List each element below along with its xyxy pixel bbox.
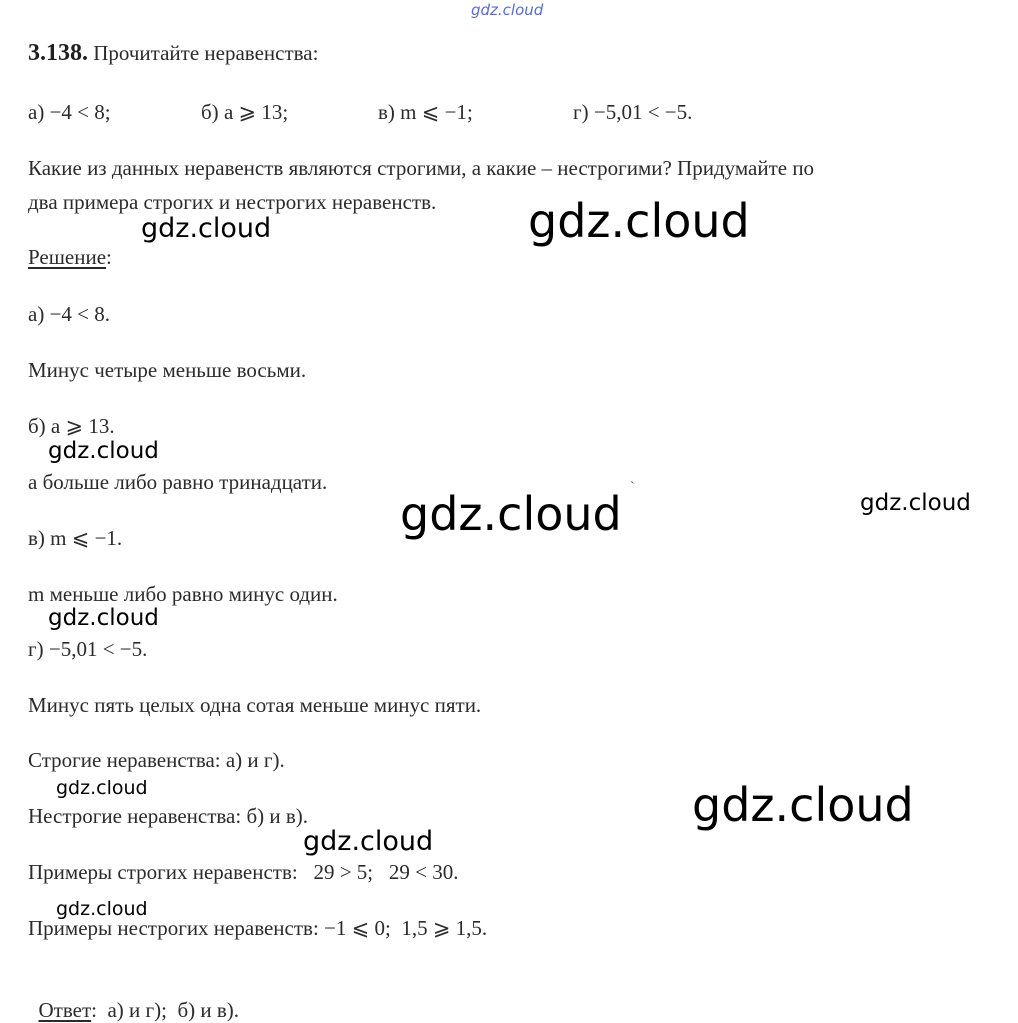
problem-heading <box>28 40 318 66</box>
watermark-small-1: gdz.cloud <box>48 438 159 464</box>
watermark-large-2: gdz.cloud <box>400 487 622 541</box>
solution-expr-b: б) a ⩾ 13. <box>28 414 115 438</box>
nonstrict-inequalities: Нестрогие неравенства: б) и в). <box>28 804 309 828</box>
question-line-2: два примера строгих и нестрогих неравенств. <box>28 190 437 214</box>
answer-label: Ответ <box>38 998 92 1022</box>
watermark-small-4: gdz.cloud <box>56 777 148 799</box>
solution-expr-v: в) m ⩽ −1. <box>28 526 123 550</box>
problem-title: Прочитайте неравенства: <box>93 41 319 65</box>
inequality-a: а) −4 < 8; <box>28 100 111 124</box>
solution-label: Решение: <box>28 245 112 269</box>
inequality-g: г) −5,01 < −5. <box>573 100 693 124</box>
inequality-v: в) m ⩽ −1; <box>378 100 473 124</box>
watermark-small-3: gdz.cloud <box>48 605 159 631</box>
problem-number: 3.138. <box>28 40 88 66</box>
solution-expr-g: г) −5,01 < −5. <box>28 637 148 661</box>
nonstrict-examples: Примеры нестрогих неравенств: −1 ⩽ 0; 1,5 ⩾ 1,5. <box>28 916 488 940</box>
watermark-large-3: gdz.cloud <box>692 778 914 832</box>
inequality-b: б) a ⩾ 13; <box>201 100 289 124</box>
answer-text: а) и г); б) и в). <box>96 998 240 1022</box>
question-line-1: Какие из данных неравенств являются строгими, а какие – нестрогими? Придумайте по <box>28 156 815 180</box>
solution-expr-a: а) −4 < 8. <box>28 302 111 326</box>
solution-reading-v: m меньше либо равно минус один. <box>28 582 338 606</box>
answer: Ответ: а) и г); б) и в). <box>38 998 240 1022</box>
solution-reading-a: Минус четыре меньше восьми. <box>28 358 307 382</box>
stray-mark: ` <box>630 480 635 495</box>
watermark-medium-1: gdz.cloud <box>141 213 272 244</box>
watermark-large-1: gdz.cloud <box>528 194 750 248</box>
solution-reading-g: Минус пять целых одна сотая меньше минус пяти. <box>28 693 482 717</box>
watermark-small-5: gdz.cloud <box>56 898 148 920</box>
strict-examples: Примеры строгих неравенств: 29 > 5; 29 < 30. <box>28 860 459 884</box>
watermark-small-2: gdz.cloud <box>860 490 971 516</box>
strict-inequalities: Строгие неравенства: а) и г). <box>28 748 285 772</box>
watermark-medium-2: gdz.cloud <box>303 826 434 857</box>
watermark-top: gdz.cloud <box>471 1 544 19</box>
solution-reading-b: a больше либо равно тринадцати. <box>28 470 328 494</box>
